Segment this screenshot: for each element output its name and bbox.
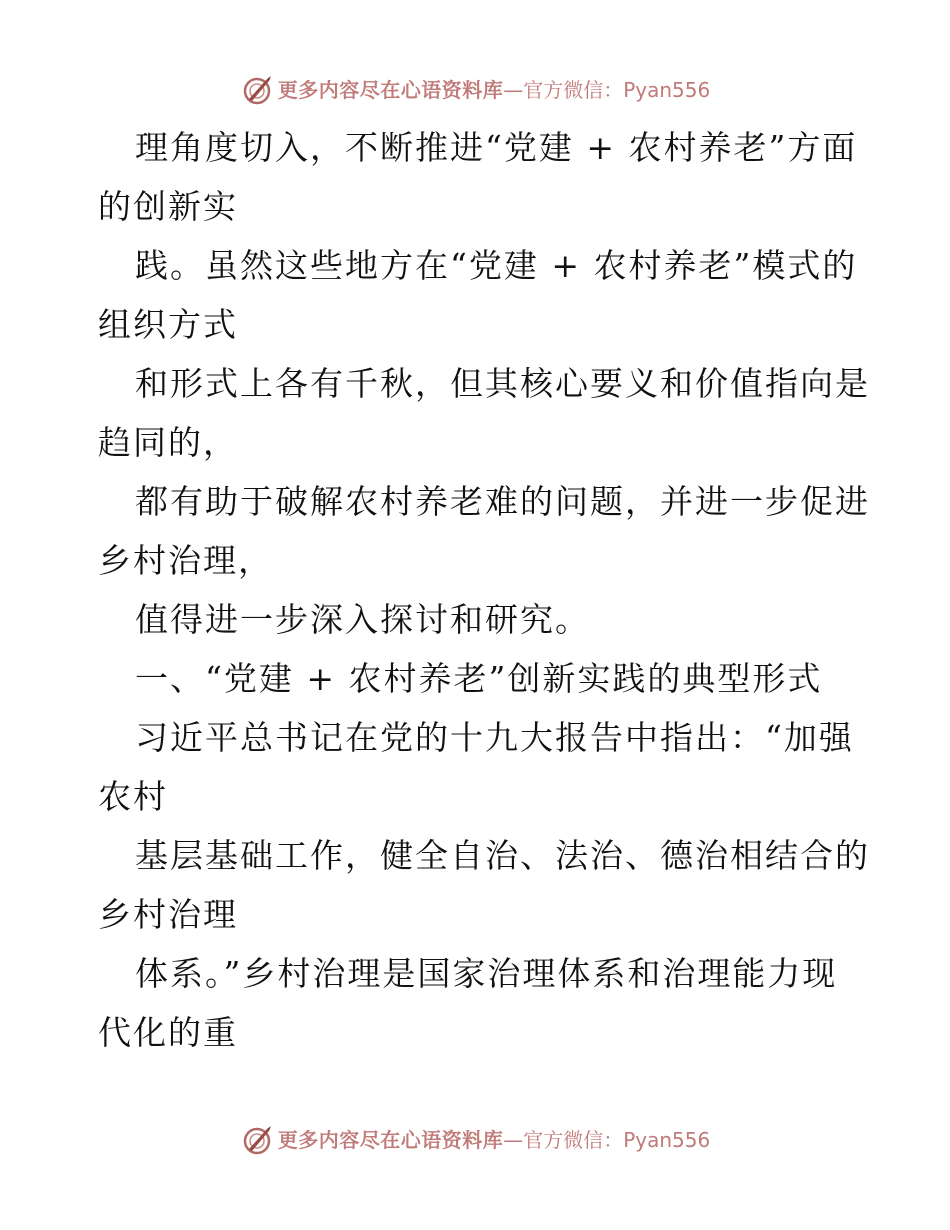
banner-separator: — <box>503 1128 524 1152</box>
banner-title: 更多内容尽在心语资料库 <box>277 1128 504 1152</box>
paragraph <box>98 944 858 1062</box>
paragraph <box>98 354 870 472</box>
paragraph-line-wrap: 农村 <box>98 777 168 816</box>
paragraph <box>98 118 858 236</box>
paragraph <box>98 708 858 826</box>
banner-wechat-id: 官方微信：Pyan556 <box>523 1128 711 1152</box>
paragraph-line: 都有助于破解农村养老难的问题，并进一步促进 <box>135 482 870 521</box>
document-body <box>98 118 870 1062</box>
paragraph-line: 体系。”乡村治理是国家治理体系和治理能力现 <box>135 954 838 993</box>
paragraph-line-wrap: 组织方式 <box>98 305 238 344</box>
paragraph-line: 值得进一步深入探讨和研究。 <box>135 600 590 639</box>
paragraph-line: 习近平总书记在党的十九大报告中指出：“加强 <box>135 718 854 757</box>
paragraph-line-wrap: 的创新实 <box>98 187 238 226</box>
paragraph-line: 基层基础工作，健全自治、法治、德治相结合的 <box>135 836 870 875</box>
paragraph <box>98 590 858 649</box>
section-heading-text: 一、“党建 + 农村养老”创新实践的典型形式 <box>135 659 823 698</box>
paragraph-line-wrap: 趋同的， <box>98 423 238 462</box>
paragraph <box>98 472 870 590</box>
paragraph-line-wrap: 乡村治理 <box>98 895 238 934</box>
banner-wechat-id: 官方微信：Pyan556 <box>523 78 711 102</box>
paragraph-line: 和形式上各有千秋，但其核心要义和价值指向是 <box>135 364 870 403</box>
paragraph-line: 践。虽然这些地方在“党建 + 农村养老”模式的 <box>135 246 858 285</box>
quill-pen-logo-icon <box>240 1123 274 1157</box>
paragraph <box>98 826 870 944</box>
header-watermark-banner <box>0 70 950 110</box>
paragraph-line-wrap: 乡村治理， <box>98 541 273 580</box>
banner-separator: — <box>503 78 524 102</box>
section-heading <box>98 649 858 708</box>
paragraph-line-wrap: 代化的重 <box>98 1013 238 1052</box>
footer-watermark-banner <box>0 1120 950 1160</box>
paragraph <box>98 236 858 354</box>
paragraph-line: 理角度切入，不断推进“党建 + 农村养老”方面 <box>135 128 858 167</box>
banner-title: 更多内容尽在心语资料库 <box>277 78 504 102</box>
quill-pen-logo-icon <box>240 73 274 107</box>
